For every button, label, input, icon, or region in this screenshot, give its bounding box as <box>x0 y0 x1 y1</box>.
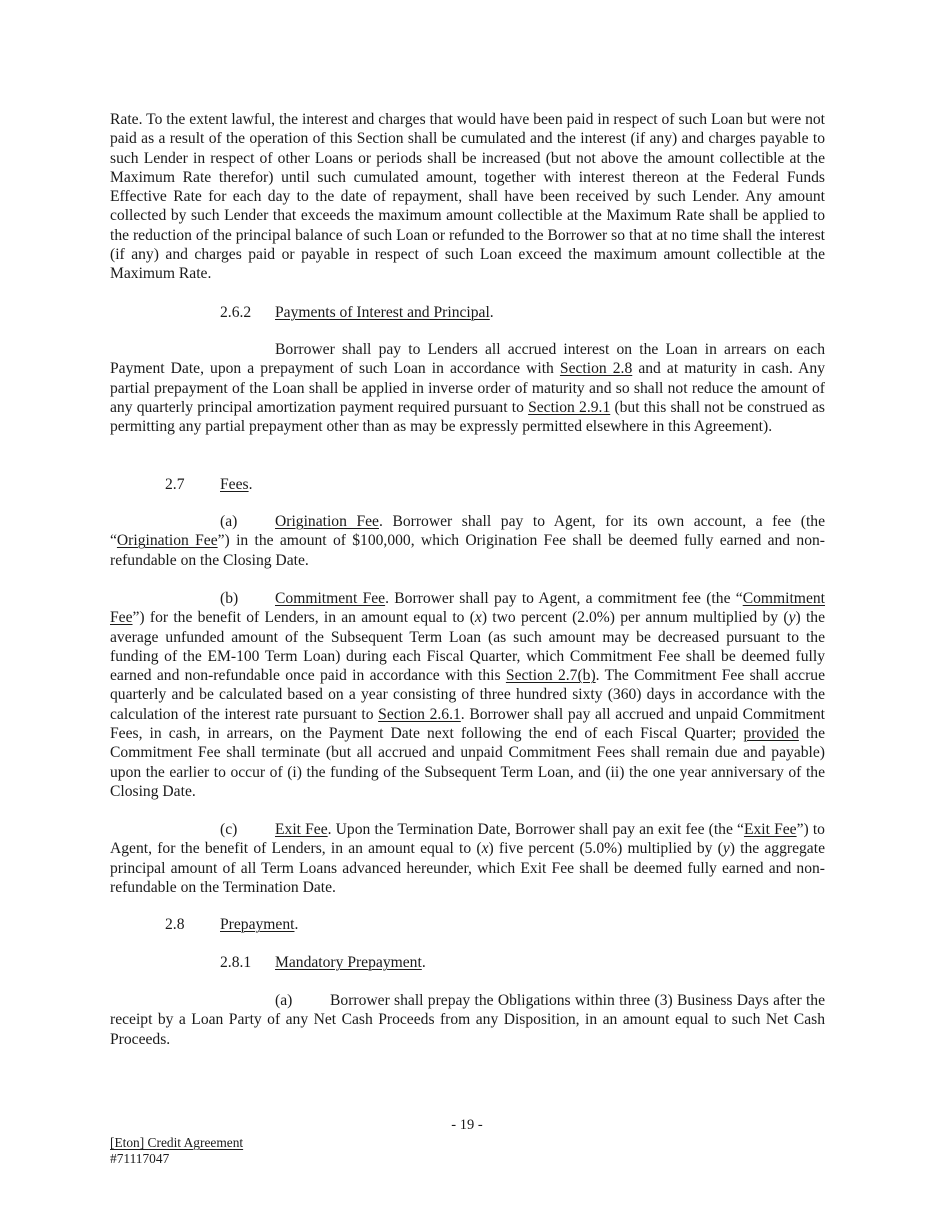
section-title: Prepayment. <box>220 916 299 933</box>
defined-term-or-reference: Commitment Fee <box>275 590 386 607</box>
defined-term-or-reference: Exit Fee <box>275 821 328 838</box>
clause-label: (c) <box>220 821 238 838</box>
paragraph-2-6-2: Borrower shall pay to Lenders all accrued interest on the Loan in arrears on each Payment Date, upon a prepayment of such Loan in accordance with Section 2.8 and at maturity in cash. Any partial prepayment of the Loan shall be applied in inverse order of maturity and so shall not reduce the amount of any quarterly principal amortization payment required pursuant to Section 2.9.1 (but this shall not be construed as permitting any partial prepayment other than as may be expressly permitted elsewhere in this Agreement). <box>110 341 825 436</box>
defined-term-or-reference: Section 2.6.1 <box>378 705 461 723</box>
defined-term-or-reference: Section 2.9.1 <box>528 398 611 416</box>
clause-label: (a) <box>220 513 238 530</box>
defined-term-or-reference: Commitment Fee <box>110 590 825 627</box>
section-title: Payments of Interest and Principal. <box>275 304 494 321</box>
section-title: Mandatory Prepayment. <box>275 954 426 971</box>
footer-document-id: #71117047 <box>110 1151 170 1166</box>
defined-term-or-reference: Fees <box>220 476 249 493</box>
section-heading-2-7 <box>110 475 825 494</box>
defined-term-or-reference: Mandatory Prepayment <box>275 954 422 971</box>
section-heading-2-8-1 <box>110 953 825 972</box>
paragraph-2-8-1-a: (a) Borrower shall prepay the Obligations within three (3) Business Days after the receipt by a Loan Party of any Net Cash Proceeds from any Disposition, in an amount equal to such Net Cash Proceeds. <box>110 992 825 1048</box>
section-title: Fees. <box>220 476 253 493</box>
defined-term-or-reference: Exit Fee <box>743 821 797 838</box>
italic-variable: x <box>481 840 489 858</box>
paragraph-2-7-a-origination-fee: (a) Origination Fee. Borrower shall pay to Agent, for its own account, a fee (the “Origination Fee”) in the amount of $100,000, which Origination Fee shall be deemed fully earned and non-refundable on the Closing Date. <box>110 513 825 569</box>
footer-document-title: [Eton] Credit Agreement <box>110 1135 244 1150</box>
defined-term-or-reference: Payments of Interest and Principal <box>275 304 490 321</box>
paragraph-2-7-c-exit-fee: (c) Exit Fee. Upon the Termination Date, Borrower shall pay an exit fee (the “Exit Fee”) to Agent, for the benefit of Lenders, in an amount equal to (x) five percent (5.0%) multiplied by (y) the aggregate principal amount of all Term Loans advanced hereunder, which Exit Fee shall be deemed fully earned and non-refundable on the Termination Date. <box>110 821 825 896</box>
section-number: 2.8 <box>165 916 185 933</box>
defined-term-or-reference: Section 2.8 <box>559 360 633 378</box>
section-number: 2.7 <box>165 476 185 493</box>
section-heading-2-8 <box>110 915 825 934</box>
italic-variable: y <box>722 840 730 858</box>
clause-label: (b) <box>220 590 239 607</box>
defined-term-or-reference: Section 2.7(b) <box>505 667 596 685</box>
page-number: - 19 - <box>451 1117 483 1133</box>
section-number: 2.8.1 <box>220 954 252 971</box>
clause-label: (a) <box>275 992 293 1009</box>
defined-term-or-reference: Origination Fee <box>116 532 218 550</box>
defined-term-or-reference: Prepayment <box>220 916 295 933</box>
paragraph-usury-continuation: Rate. To the extent lawful, the interest and charges that would have been paid in respect of such Loan but were not paid as a result of the operation of this Section shall be cumulated and the interest (if any) and charges payable to such Lender in respect of other Loans or periods shall be increased (but not above the amount collectible at the Maximum Rate therefor) until such cumulated amount, together with interest thereon at the Federal Funds Effective Rate for each day to the date of repayment, shall have been received by such Lender. Any amount collected by such Lender that exceeds the maximum amount collectible at the Maximum Rate shall be applied to the reduction of the principal balance of such Loan or refunded to the Borrower so that at no time shall the interest (if any) and charges paid or payable in respect of such Loan exceed the maximum amount collectible at the Maximum Rate. <box>110 111 825 283</box>
italic-variable: x <box>474 609 482 627</box>
defined-term-or-reference: Origination Fee <box>275 513 379 530</box>
paragraph-2-7-b-commitment-fee: (b) Commitment Fee. Borrower shall pay to Agent, a commitment fee (the “Commitment Fee”) for the benefit of Lenders, in an amount equal to (x) two percent (2.0%) per annum multiplied by (y) the average unfunded amount of the Subsequent Term Loan (as such amount may be decreased pursuant to the funding of the EM-100 Term Loan) during each Fiscal Quarter, which Commitment Fee shall be deemed fully earned and non-refundable once paid in accordance with this Section 2.7(b). The Commitment Fee shall accrue quarterly and be calculated based on a year consisting of three hundred sixty (360) days in accordance with the calculation of the interest rate pursuant to Section 2.6.1. Borrower shall pay all accrued and unpaid Commitment Fees, in cash, in arrears, on the Payment Date next following the end of each Fiscal Quarter; provided the Commitment Fee shall terminate (but all accrued and unpaid Commitment Fees shall remain due and payable) upon the earlier to occur of (i) the funding of the Subsequent Term Loan, and (ii) the one year anniversary of the Closing Date. <box>110 590 826 800</box>
italic-variable: y <box>788 609 796 627</box>
section-number: 2.6.2 <box>220 304 252 321</box>
section-heading-2-6-2 <box>110 303 825 322</box>
defined-term-or-reference: provided <box>743 725 799 743</box>
